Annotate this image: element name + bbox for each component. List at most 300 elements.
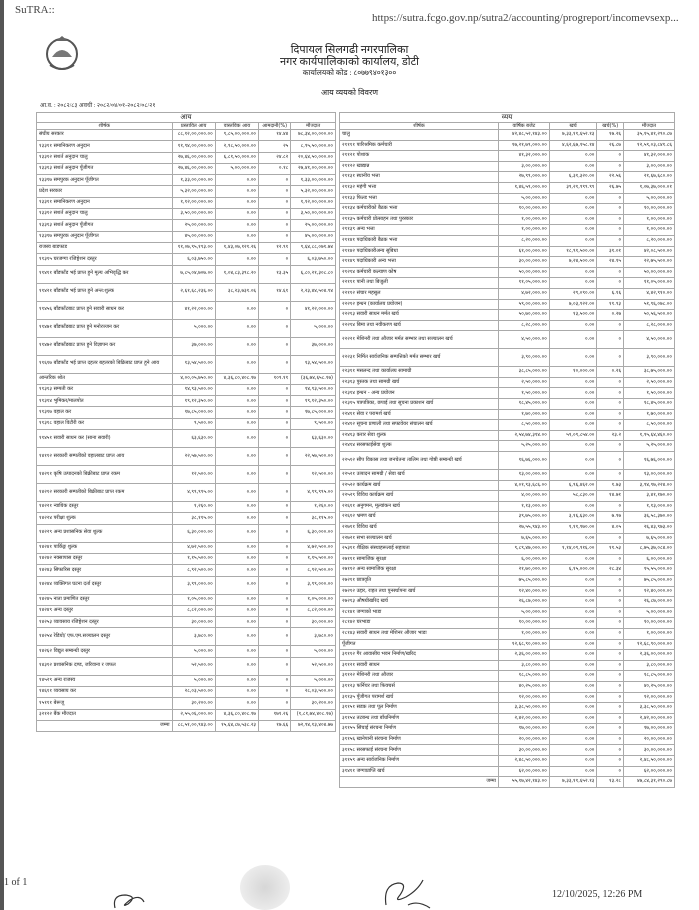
income-title: ३२१२२ बैंक मौज्दात <box>37 709 173 720</box>
expense-row <box>340 151 675 162</box>
annual-budget: ६,००,०००.०० <box>498 554 549 565</box>
income-title: ११३१७ वहाल कर <box>37 407 173 418</box>
proposed-income: १,०५,०००.०० <box>172 594 215 605</box>
expense-row <box>340 420 675 431</box>
expense-percent: ० <box>597 267 624 278</box>
proposed-income: ११,९४,००,०००.०० <box>172 141 215 152</box>
annual-budget: २०,००,०००.०० <box>498 734 549 745</box>
expense-spent: १,११,९७०.०० <box>549 523 597 534</box>
income-percent: ० <box>259 220 291 231</box>
annual-budget: १६,७६,०००.०० <box>498 452 549 470</box>
proposed-income: ५,०००.०० <box>172 319 215 337</box>
income-title: १४२११ कृषि उत्पादनको बिक्रीबाट प्राप्त रकम <box>37 466 173 484</box>
expense-spent: ०.०० <box>549 692 597 703</box>
income-balance: ५,०००.०० <box>291 319 336 337</box>
income-column-header: शीर्षक <box>37 123 173 130</box>
income-balance: २,२३,४४,५०४.९४ <box>291 283 336 301</box>
income-title: ११४७२ बाँडफाँडबाट प्राप्त हुने विज्ञापन कर <box>37 337 173 355</box>
income-title: १४२१२ सरकारी सम्पतीको बिक्रीबाट प्राप्त रकम <box>37 484 173 502</box>
expense-spent: ०.०० <box>549 597 597 608</box>
proposed-income: ८८,१२,००,०००.०० <box>172 130 215 141</box>
expense-title: ३१४११ जग्गाप्राप्ति खर्च <box>340 766 499 777</box>
annual-budget: १०,००,०००.०० <box>498 618 549 629</box>
income-percent: १४.४४ <box>259 130 291 141</box>
income-row <box>37 231 336 242</box>
expense-title: २११३३ फिल्ड भत्ता <box>340 193 499 204</box>
proposed-income: ८,९२,५००.०० <box>172 565 215 576</box>
total-label: जम्मा <box>37 720 173 731</box>
proposed-income: ३,९९,०००.०० <box>172 576 215 594</box>
income-percent: ० <box>259 396 291 407</box>
income-balance: १,१५,५००.०० <box>291 553 336 564</box>
expense-balance: ५०,५६,५००.०० <box>624 310 675 321</box>
income-row <box>37 220 336 231</box>
expense-title: २२३१४ इन्धन - अन्य प्रयोजन <box>340 388 499 399</box>
income-title: १४६११ व्यवसाय कर <box>37 687 173 698</box>
proposed-income: ७,८५,०४,७०७.०० <box>172 265 215 283</box>
expense-title: २१२१४ कर्मचारी कल्याण कोष <box>340 267 499 278</box>
annual-budget: ५,२५,०००.०० <box>498 441 549 452</box>
expense-spent: ०.०० <box>549 586 597 597</box>
annual-budget: ४०,२५,०००.०० <box>498 681 549 692</box>
expense-spent: ०.०० <box>549 671 597 682</box>
expense-percent: ० <box>597 639 624 650</box>
expense-balance: ३०,००,०००.०० <box>624 745 675 756</box>
annual-budget: १७,२१,७९,०००.०० <box>498 140 549 151</box>
expense-balance: १,१३,०००.०० <box>624 501 675 512</box>
income-percent: ० <box>259 628 291 646</box>
expense-spent: ०.०० <box>549 377 597 388</box>
expense-spent: ०.०० <box>549 745 597 756</box>
expense-row <box>340 544 675 555</box>
income-title: आन्तरिक श्रोत <box>37 373 173 384</box>
expense-row <box>340 257 675 268</box>
expense-balance: २०,००,०००.०० <box>624 734 675 745</box>
expense-row <box>340 650 675 661</box>
expense-row <box>340 310 675 321</box>
expense-title: २२५२९ विविध कार्यक्रम खर्च <box>340 491 499 502</box>
income-percent: १७१.२६ <box>259 709 291 720</box>
expense-row <box>340 692 675 703</box>
income-title: १४२४९ अन्य दस्तुर <box>37 605 173 616</box>
proposed-income: ६,३०,०००.०० <box>172 524 215 542</box>
proposed-income: ३०,२००.०० <box>172 698 215 709</box>
income-balance: २५,००,०००.०० <box>291 220 336 231</box>
expense-percent: ११.५३ <box>597 544 624 555</box>
proposed-income: २८,०३,५००.०० <box>172 687 215 698</box>
expense-row <box>340 586 675 597</box>
expense-table <box>339 112 675 788</box>
expense-percent: ० <box>597 628 624 639</box>
income-balance: ६,३०,०००.०० <box>291 524 336 542</box>
income-percent: ० <box>259 319 291 337</box>
income-percent: ० <box>259 231 291 242</box>
expense-balance: १२,००,०००.०० <box>624 692 675 703</box>
expense-row <box>340 430 675 441</box>
expense-row <box>340 225 675 236</box>
income-percent: ० <box>259 594 291 605</box>
expense-balance: १,००,०००.०० <box>624 225 675 236</box>
expense-spent: ०.०० <box>549 607 597 618</box>
expense-spent: ०.०० <box>549 235 597 246</box>
actual-income: ०.०० <box>215 466 258 484</box>
income-balance: (१,८१,७४,४०८.१७) <box>291 709 336 720</box>
income-row <box>37 283 336 301</box>
proposed-income: ३८,११५.०० <box>172 513 215 524</box>
income-title: १३३१३ सशर्त अनुदान पूँजीगत <box>37 220 173 231</box>
income-title: १४२४२ नक्सापास दस्तुर <box>37 553 173 564</box>
annual-budget: ९,८९,४७,०००.०० <box>498 544 549 555</box>
expense-percent: ० <box>597 377 624 388</box>
income-title: १४२४५ नाता प्रमाणित दस्तुर <box>37 594 173 605</box>
proposed-income: १,१२,००,०००.०० <box>172 197 215 208</box>
expense-row <box>340 349 675 367</box>
income-column-header: मौज्दात <box>291 123 336 130</box>
expense-percent: ०.२६ <box>597 367 624 378</box>
org-name: दिपायल सिलगढी नगरपालिका <box>290 44 409 56</box>
income-title: संघीय सरकार <box>37 130 173 141</box>
annual-budget: १२,००,०००.०० <box>498 692 549 703</box>
expense-percent: ० <box>597 452 624 470</box>
income-row <box>37 646 336 657</box>
proposed-income: १७,८५,०००.०० <box>172 407 215 418</box>
proposed-income: ८,८२,०००.०० <box>172 605 215 616</box>
expense-row <box>340 766 675 777</box>
expense-percent: ० <box>597 745 624 756</box>
proposed-income: ५२,५००.०० <box>172 657 215 675</box>
income-row <box>37 141 336 152</box>
income-percent: २५ <box>259 141 291 152</box>
expense-balance: १८,८५,०००.०० <box>624 671 675 682</box>
annual-budget: ४,००,०००.०० <box>498 491 549 502</box>
expense-spent: ०.०० <box>549 331 597 349</box>
print-datetime: 12/10/2025, 12:26 PM <box>552 889 643 900</box>
actual-income: ०.०० <box>215 337 258 355</box>
income-balance: १,३३,००,०००.०० <box>291 175 336 186</box>
annual-budget: ३,८०,०००.०० <box>498 660 549 671</box>
expense-balance: ७५,८५,०००.०० <box>624 575 675 586</box>
income-percent: ० <box>259 605 291 616</box>
annual-budget: २६,८७,०००.०० <box>498 597 549 608</box>
income-balance: ९,६४,८८,०७१.७४ <box>291 242 336 253</box>
income-percent: १०९.११ <box>259 373 291 384</box>
annual-budget: ५९,००,०००.०० <box>498 299 549 310</box>
expense-balance: ३,९०,०००.०० <box>624 349 675 367</box>
income-percent: ० <box>259 186 291 197</box>
income-balance: ४५,००,०००.०० <box>291 231 336 242</box>
expense-balance: ८,२८,०००.०० <box>624 320 675 331</box>
expense-percent: ० <box>597 204 624 215</box>
expense-balance: १६,७६,०००.०० <box>624 452 675 470</box>
income-balance: ८,८२,०००.०० <box>291 605 336 616</box>
expense-balance: २,४८,५०,०००.०० <box>624 756 675 767</box>
expense-balance: ११,०५,०००.०० <box>624 278 675 289</box>
expense-percent: ६.१६ <box>597 288 624 299</box>
expense-title: २८१४१ जग्गाको भाडा <box>340 607 499 618</box>
income-title: १४२२९ अन्य प्रशासनिक सेवा शुल्क <box>37 524 173 542</box>
page-title: SuTRA:: <box>15 4 55 16</box>
expense-row <box>340 681 675 692</box>
proposed-income: १९,१२,३५०.०० <box>172 396 215 407</box>
expense-spent: ०.०० <box>549 409 597 420</box>
expense-spent: ३९,२१,९९९.९९ <box>549 182 597 193</box>
income-percent: ० <box>259 209 291 220</box>
expense-balance: ४,४२,९१०.०० <box>624 288 675 299</box>
expense-balance: २६,८७,०००.०० <box>624 597 675 608</box>
expense-percent: ० <box>597 533 624 544</box>
income-balance: ८,९५,५०,०००.०० <box>291 141 336 152</box>
expense-row <box>340 575 675 586</box>
income-row <box>37 576 336 594</box>
income-row <box>37 319 336 337</box>
actual-income: ०.०० <box>215 617 258 628</box>
expense-spent: ५८,८३०.०० <box>549 491 597 502</box>
expense-percent: ०.२७ <box>597 310 624 321</box>
annual-budget: ३०,००,०००.०० <box>498 257 549 268</box>
expense-title: २५३११ शैक्षिक संस्थाहरूलाई सहायता <box>340 544 499 555</box>
expense-spent: १८,९१,५००.०० <box>549 246 597 257</box>
expense-spent: ०.०० <box>549 278 597 289</box>
income-row <box>37 605 336 616</box>
annual-budget: २,५०,०००.०० <box>498 377 549 388</box>
income-row <box>37 628 336 646</box>
expense-title: २७२१२ उद्दार, राहत तथा पुनर्स्थापना खर्च <box>340 586 499 597</box>
expense-title: २२४१३ करार सेवा शुल्क <box>340 430 499 441</box>
income-percent: ० <box>259 484 291 502</box>
expense-title: २२४१४ सरसफाईसेवा शुल्क <box>340 441 499 452</box>
actual-income: ३८,२३,७३१.०६ <box>215 283 258 301</box>
total-annual-budget: ५५,१७,४२,१४३.०० <box>498 777 549 788</box>
expense-balance: १८,४५,०००.०० <box>624 399 675 410</box>
proposed-income: ३७,०००.०० <box>172 337 215 355</box>
expense-balance: ३,००,०००.०० <box>624 161 675 172</box>
income-row <box>37 657 336 675</box>
expense-percent: ० <box>597 692 624 703</box>
income-balance: ३८,११५.०० <box>291 513 336 524</box>
income-balance: ७८,३४,००,०००.०० <box>291 130 336 141</box>
income-percent: ० <box>259 466 291 484</box>
proposed-income: १,२६०.०० <box>172 502 215 513</box>
income-title: १३३११ समानिकरण अनुदान <box>37 197 173 208</box>
expense-title: २२५१२ सीप विकास तथा जनचेतना तालिम तथा गोष्ठी सम्बन्धी खर्च <box>340 452 499 470</box>
expense-percent: ० <box>597 724 624 735</box>
annual-budget: ३,९०,०००.०० <box>498 349 549 367</box>
expense-spent: ०.०० <box>549 193 597 204</box>
expense-spent: ७,३३,११,६५२.१३ <box>549 130 597 141</box>
actual-income: ०.०० <box>215 301 258 319</box>
expense-percent: ० <box>597 660 624 671</box>
expense-percent: ० <box>597 225 624 236</box>
expense-title: २२४११ सेवा र परामर्श खर्च <box>340 409 499 420</box>
expense-percent: ० <box>597 470 624 481</box>
income-percent: ० <box>259 657 291 675</box>
expense-column-header: मौज्दात <box>624 123 675 130</box>
income-row <box>37 687 336 698</box>
expense-row <box>340 618 675 629</box>
expense-balance: १,५०,०००.०० <box>624 388 675 399</box>
expense-balance: २१,६७,६८०.०० <box>624 172 675 183</box>
expense-row <box>340 193 675 204</box>
expense-percent: ० <box>597 214 624 225</box>
actual-income: ०.०० <box>215 418 258 429</box>
page-url: https://sutra.fcgo.gov.np/sutra2/accounting/progreport/incomevsexp... <box>372 12 679 24</box>
expense-balance: ५,२५,०००.०० <box>624 441 675 452</box>
actual-income: ०.०० <box>215 448 258 466</box>
expense-title: २२३११ मसलन्द तथा कार्यालय सामाग्री <box>340 367 499 378</box>
expense-spent: ०.०० <box>549 734 597 745</box>
annual-budget: ११,०५,०००.०० <box>498 278 549 289</box>
annual-budget: १२,४०,०००.०० <box>498 586 549 597</box>
income-percent: १४.६१ <box>259 283 291 301</box>
annual-budget: १०,००,०००.०० <box>498 204 549 215</box>
income-row <box>37 594 336 605</box>
expense-row <box>340 441 675 452</box>
annual-budget: ८,२८,०००.०० <box>498 320 549 331</box>
actual-income: ०.०० <box>215 675 258 686</box>
annual-budget: २,४८,५०,०००.०० <box>498 756 549 767</box>
annual-budget: २७,५५,९४३.०० <box>498 523 549 534</box>
expense-spent: १०,०००.०० <box>549 367 597 378</box>
expense-balance: १,००,०००.०० <box>624 214 675 225</box>
expense-spent: ०.०० <box>549 204 597 215</box>
expense-row <box>340 246 675 257</box>
page-number: 1 of 1 <box>4 877 28 888</box>
total-proposed-income: ८८,५१,००,९४३.०० <box>172 720 215 731</box>
actual-income: ०.०० <box>215 646 258 657</box>
expense-percent: ० <box>597 756 624 767</box>
income-percent: ० <box>259 355 291 373</box>
proposed-income: ४५,००,०००.०० <box>172 231 215 242</box>
expense-spent: ०.०० <box>549 703 597 714</box>
expense-percent: ० <box>597 409 624 420</box>
income-row <box>37 337 336 355</box>
income-row <box>37 553 336 564</box>
expense-row <box>340 501 675 512</box>
income-title: १४२२१ न्यायिक दस्तुर <box>37 502 173 513</box>
expense-title: पूँजीगत <box>340 639 499 650</box>
expense-row <box>340 554 675 565</box>
income-balance: ६,८०,२१,३०८.८० <box>291 265 336 283</box>
expense-spent: ०.०० <box>549 388 597 399</box>
actual-income: ०.०० <box>215 430 258 448</box>
actual-income: ०.०० <box>215 197 258 208</box>
expense-balance: २२,७५,५००.०० <box>624 257 675 268</box>
expense-balance: १०,००,०००.०० <box>624 618 675 629</box>
income-total-row <box>37 720 336 731</box>
expense-percent: ० <box>597 671 624 682</box>
expense-row <box>340 734 675 745</box>
actual-income: ०.०० <box>215 542 258 553</box>
expense-percent: २४.१५ <box>597 257 624 268</box>
annual-budget: ४,५०,०००.०० <box>498 331 549 349</box>
expense-spent: ०.०० <box>549 267 597 278</box>
income-balance: १,१२,००,०००.०० <box>291 197 336 208</box>
expense-percent: ० <box>597 713 624 724</box>
expense-balance: ४२,०८,५००.०० <box>624 246 675 257</box>
expense-column-header: शीर्षक <box>340 123 499 130</box>
income-section-title: आय <box>37 113 336 123</box>
expense-percent: ० <box>597 320 624 331</box>
expense-spent: ०.०० <box>549 501 597 512</box>
income-column-header: वास्तविक आय <box>215 123 258 130</box>
income-percent: ० <box>259 513 291 524</box>
expense-title: २२६११ अनुगमन, मूल्यांकन खर्च <box>340 501 499 512</box>
actual-income: ०.०० <box>215 384 258 395</box>
expense-percent: ० <box>597 501 624 512</box>
expense-percent: ० <box>597 766 624 777</box>
actual-income: ४,३६,८०,४०८.१७ <box>215 709 258 720</box>
income-row <box>37 384 336 395</box>
expense-spent: ५९,०९,८५४.०० <box>549 430 597 441</box>
actual-income: ०.०० <box>215 220 258 231</box>
expense-title: २२४१२ सूचना प्रणाली तथा सफ्टवेयर संचालन खर्च <box>340 420 499 431</box>
income-balance: ३०,०००.०० <box>291 617 336 628</box>
expense-spent: ०.०० <box>549 681 597 692</box>
expense-balance: ३,४१,१७०.०० <box>624 491 675 502</box>
annual-budget: ७५,८५,०००.०० <box>498 575 549 586</box>
expense-column-header: वार्षिक बजेट <box>498 123 549 130</box>
income-percent: १३.३५ <box>259 265 291 283</box>
expense-title: २२२१४ बिमा तथा नवीकरण खर्च <box>340 320 499 331</box>
total-income-balance: ७२,९४,१३,४०४.७७ <box>291 720 336 731</box>
proposed-income: ४,७२,५००.०० <box>172 542 215 553</box>
income-row <box>37 418 336 429</box>
income-row <box>37 242 336 253</box>
total-expense-spent: ७,३३,११,६५२.१३ <box>549 777 597 788</box>
expense-title: २८१४३ सवारी साधन तथा मेशिनर औजार भाडा <box>340 628 499 639</box>
expense-title: २११४२ पदाधिकारीअन्य सुबिधा <box>340 246 499 257</box>
income-balance: ५,०००.०० <box>291 646 336 657</box>
income-balance: ६,०३,७५०.०० <box>291 254 336 265</box>
expense-spent: ०.०० <box>549 161 597 172</box>
expense-percent: ४.०५ <box>597 523 624 534</box>
actual-income: ०.०० <box>215 576 258 594</box>
expense-percent: ० <box>597 575 624 586</box>
actual-income: १,४३,०७,१२१.२६ <box>215 242 258 253</box>
expense-percent: ० <box>597 278 624 289</box>
expense-balance: ५१,९६,०७८.०० <box>624 299 675 310</box>
expense-title: २११४९ पदाधिकारी अन्य भत्ता <box>340 257 499 268</box>
expense-row <box>340 660 675 671</box>
expense-title: २११३५ कर्मचारी प्रोत्साहन तथा पुरस्कार <box>340 214 499 225</box>
income-row <box>37 466 336 484</box>
expense-row <box>340 182 675 193</box>
expense-title: २२५२२ कार्यक्रम खर्च <box>340 480 499 491</box>
annual-budget: १३,००,०००.०० <box>498 470 549 481</box>
expense-spent: १,१४,०९,९१६.०० <box>549 544 597 555</box>
annual-budget: १,१३,०००.०० <box>498 501 549 512</box>
income-percent: ० <box>259 175 291 186</box>
expense-balance: २,३६,००,०००.०० <box>624 650 675 661</box>
expense-percent: ० <box>597 650 624 661</box>
expense-balance: ७,६५,०००.०० <box>624 533 675 544</box>
expense-spent: ०.०० <box>549 399 597 410</box>
proposed-income: २,५५,०६,०००.०० <box>172 709 215 720</box>
income-row <box>37 355 336 373</box>
annual-budget: ४१,३२,०००.०० <box>498 151 549 162</box>
proposed-income: ५,०००.०० <box>172 675 215 686</box>
actual-income: ०.०० <box>215 698 258 709</box>
proposed-income: १,३३,००,०००.०० <box>172 175 215 186</box>
expense-percent: १४.७१ <box>597 491 624 502</box>
expense-title: २७११२ अन्य सामाजिक सुरक्षा <box>340 565 499 576</box>
annual-budget: १८,८५,०००.०० <box>498 671 549 682</box>
income-title: ११६१७ बाँडफाँड भई प्राप्त दहतर बहतरको बिक्रिबाट प्राप्त हुने आय <box>37 355 173 373</box>
income-row <box>37 130 336 141</box>
expense-balance: ५०,००,०००.०० <box>624 267 675 278</box>
expense-percent: ० <box>597 388 624 399</box>
income-title: १४५२९ अन्य राजस्व <box>37 675 173 686</box>
